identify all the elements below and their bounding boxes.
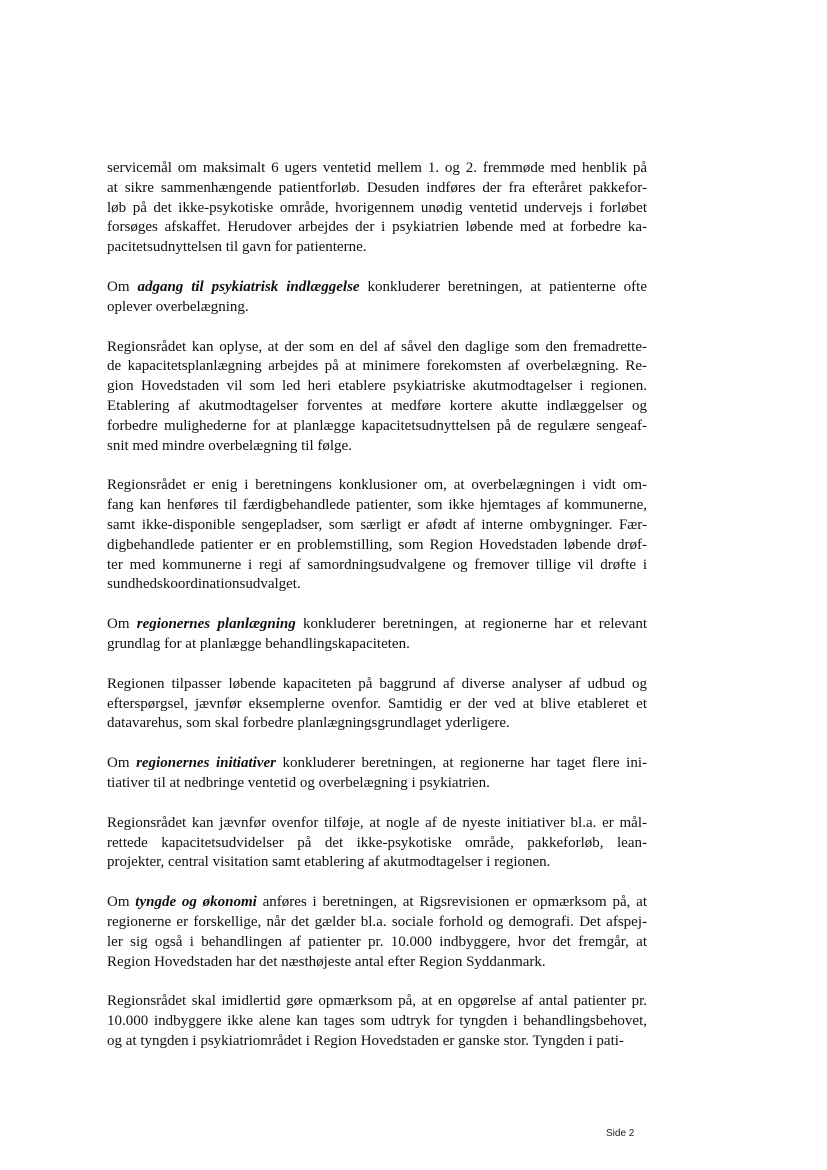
text-line (107, 575, 647, 595)
section-topic: adgang til psykiatrisk indlæggelse (137, 278, 360, 295)
text-run: fang kan henføres til færdigbehandlede patienter, som ikke hjemtages af kommunerne, (107, 497, 647, 514)
text-run: og at tyngden i psykiatriområdet i Region Hovedstaden er ganske stor. Tyngden i pati- (107, 1032, 624, 1049)
page-number: Side 2 (606, 1128, 635, 1139)
text-line (107, 476, 647, 496)
text-run: konkluderer beretningen, at patienterne ofte (359, 278, 647, 295)
text-run: snit med mindre overbelægning til følge. (107, 437, 352, 454)
text-line (107, 834, 647, 854)
text-run: Region Hovedstaden har det næsthøjeste antal efter Region Syddanmark. (107, 953, 546, 970)
text-line (107, 556, 647, 576)
text-line (107, 853, 647, 873)
text-run: ler sig også i behandlingen af patienter pr. 10.000 indbyggere, hvor det fremgår, at (107, 933, 647, 950)
paragraph (107, 814, 647, 873)
text-run: løb på det ikke-psykotiske område, hvorigennem unødig ventetid undervejs i forløbet (107, 199, 647, 216)
text-run: Regionsrådet kan jævnfør ovenfor tilføje, at nogle af de nyeste initiativer bl.a. er mål- (107, 814, 647, 831)
text-line (107, 516, 647, 536)
text-run: oplever overbelægning. (107, 298, 249, 315)
text-run: Regionsrådet er enig i beretningens konklusioner om, at overbelægningen i vidt om- (107, 477, 647, 494)
paragraph (107, 159, 647, 258)
text-line (107, 913, 647, 933)
text-line (107, 1032, 647, 1052)
text-line (107, 417, 647, 437)
text-run: efterspørgsel, jævnfør eksemplerne ovenfor. Samtidig er der ved at blive etableret et (107, 695, 647, 712)
text-line (107, 338, 647, 358)
text-run: Om (107, 278, 138, 295)
text-line (107, 238, 647, 258)
text-run: forsøges afskaffet. Herudover arbejdes der i psykiatrien løbende med at forbedre ka- (107, 219, 647, 236)
text-line (107, 397, 647, 417)
text-run: servicemål om maksimalt 6 ugers ventetid mellem 1. og 2. fremmøde med henblik på (107, 160, 647, 176)
text-run: Regionen tilpasser løbende kapaciteten på baggrund af diverse analyser af udbud og (107, 675, 647, 692)
text-line (107, 754, 647, 774)
paragraph (107, 992, 647, 1051)
text-run: grundlag for at planlægge behandlingskapaciteten. (107, 635, 410, 652)
text-line (107, 814, 647, 834)
paragraph (107, 893, 647, 972)
section-topic: regionernes initiativer (136, 755, 276, 772)
text-run: Om (107, 755, 137, 772)
text-run: Regionsrådet skal imidlertid gøre opmærksom på, at en opgørelse af antal patienter pr. (107, 993, 647, 1010)
text-run: at sikre sammenhængende patientforløb. Desuden indføres der fra efteråret pakkefor- (107, 179, 647, 196)
text-run: de kapacitetsplanlægning arbejdes på at minimere forekomsten af overbelægning. Re- (107, 358, 647, 375)
document-body (107, 159, 647, 1072)
text-run: konkluderer beretningen, at regionerne har et relevant (295, 616, 647, 633)
text-run: anføres i beretningen, at Rigsrevisionen er opmærksom på, at (256, 894, 647, 911)
text-run: digbehandlede patienter er en problemstilling, som Region Hovedstaden løbende drøf- (107, 536, 647, 553)
text-run: Regionsrådet kan oplyse, at der som en del af såvel den daglige som den fremadrette- (107, 338, 647, 355)
text-line (107, 218, 647, 238)
text-run: regionerne er forskellige, når det gælder bl.a. sociale forhold og demografi. Det afspej- (107, 913, 647, 930)
text-run: tiativer til at nedbringe ventetid og overbelægning i psykiatrien. (107, 774, 490, 791)
text-run: 10.000 indbyggere ikke alene kan tages som udtryk for tyngden i behandlingsbehovet, (107, 1013, 647, 1030)
text-line (107, 199, 647, 219)
paragraph (107, 675, 647, 734)
paragraph (107, 476, 647, 595)
text-line (107, 496, 647, 516)
text-run: sundhedskoordinationsudvalget. (107, 576, 301, 593)
text-run: Om (107, 616, 137, 633)
text-line (107, 675, 647, 695)
text-run: ter med kommunerne i regi af samordningsudvalgene og fremover tillige vil drøfte i (107, 556, 647, 573)
text-run: konkluderer beretningen, at regionerne har taget flere ini- (275, 755, 648, 772)
text-run: datavarehus, som skal forbedre planlægningsgrundlaget yderligere. (107, 715, 510, 732)
text-line (107, 933, 647, 953)
text-run: samt ikke-disponible sengepladser, som særligt er afødt af interne ombygninger. Fær- (107, 516, 647, 533)
text-line (107, 695, 647, 715)
text-run: forbedre mulighederne for at planlægge kapacitetsudnyttelsen på de regulære sengeaf- (107, 417, 647, 434)
text-run: gion Hovedstaden vil som led heri etablere psykiatriske akutmodtagelser i regionen. (107, 378, 647, 395)
paragraph (107, 754, 647, 794)
text-run: Om (107, 894, 136, 911)
paragraph (107, 615, 647, 655)
text-line (107, 992, 647, 1012)
text-line (107, 377, 647, 397)
section-topic: tyngde og økonomi (135, 894, 257, 911)
text-line (107, 635, 647, 655)
text-line (107, 893, 647, 913)
text-line (107, 298, 647, 318)
text-line (107, 179, 647, 199)
section-topic: regionernes planlægning (136, 616, 296, 633)
text-line (107, 278, 647, 298)
text-run: Etablering af akutmodtagelser forventes at medføre kortere akutte indlæggelser og (107, 397, 647, 414)
text-run: pacitetsudnyttelsen til gavn for patienterne. (107, 239, 367, 256)
text-line (107, 714, 647, 734)
text-line (107, 774, 647, 794)
text-line (107, 437, 647, 457)
text-line (107, 536, 647, 556)
text-run: rettede kapacitetsudvidelser på det ikke-psykotiske område, pakkeforløb, lean- (107, 834, 647, 851)
text-line (107, 615, 647, 635)
text-line (107, 159, 647, 179)
paragraph (107, 338, 647, 457)
text-line (107, 953, 647, 973)
text-run: projekter, central visitation samt etablering af akutmodtagelser i regionen. (107, 854, 551, 871)
text-line (107, 357, 647, 377)
text-line (107, 1012, 647, 1032)
paragraph (107, 278, 647, 318)
